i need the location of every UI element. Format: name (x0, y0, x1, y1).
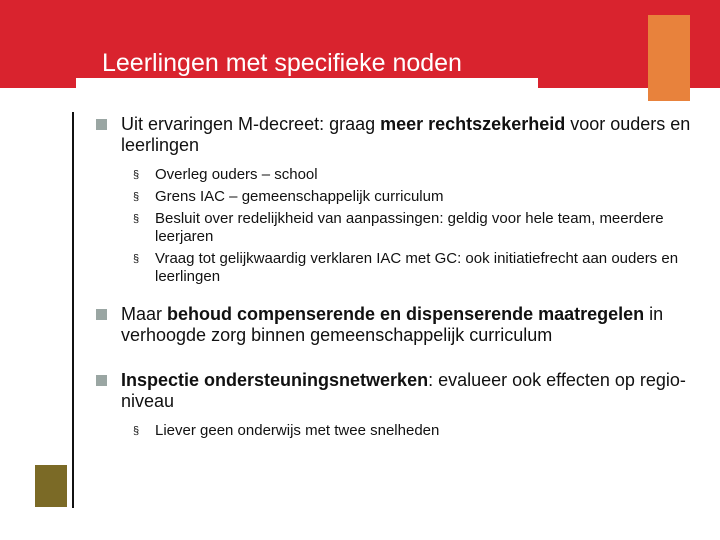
sub-bullet-text: Besluit over redelijkheid van aanpassingen: geldig voor hele team, meerdere leerjaren (155, 210, 664, 245)
bullet-3 (96, 370, 696, 412)
sub-bullet-text: Grens IAC – gemeenschappelijk curriculum (155, 188, 444, 205)
bullet-1-text-post: voor ouders en leerlingen (121, 114, 691, 155)
bullet-3-text-bold: Inspectie ondersteuningsnetwerken (121, 370, 429, 390)
bullet-2-text-bold: behoud compenserende en dispenserende maatregelen (167, 304, 645, 324)
bullet-3-text-post: : evalueer ook effecten op regio-niveau (121, 370, 686, 411)
bullet-1 (96, 114, 696, 156)
slide-content (96, 114, 696, 444)
bullet-2-text-pre: Maar (121, 304, 168, 324)
section-bullet-icon: § (133, 253, 140, 265)
sub-bullet-text: Vraag tot gelijkwaardig verklaren IAC met GC: ook initiatiefrecht aan ouders en leerlingen (155, 250, 679, 285)
section-bullet-icon: § (133, 191, 140, 203)
sub-bullet-1-2 (96, 188, 696, 206)
sub-bullet-1-1 (96, 166, 696, 184)
bullet-1-text-pre: Uit ervaringen M-decreet: graag (121, 114, 381, 134)
bullet-1-text-bold: meer rechtszekerheid (380, 114, 566, 134)
section-bullet-icon: § (133, 169, 140, 181)
square-bullet-icon (96, 375, 107, 386)
square-bullet-icon (96, 119, 107, 130)
sub-bullet-1-4 (96, 250, 696, 286)
section-bullet-icon: § (133, 213, 140, 225)
vertical-divider (72, 112, 74, 508)
sub-bullet-3-1 (96, 422, 696, 440)
sub-bullet-text: Liever geen onderwijs met twee snelheden (155, 422, 440, 439)
title-underline-strip (76, 78, 538, 88)
bullet-2-text-post: in verhoogde zorg binnen gemeenschappelijk curriculum (121, 304, 664, 345)
bullet-2 (96, 304, 696, 346)
sub-bullet-text: Overleg ouders – school (155, 166, 318, 183)
square-bullet-icon (96, 309, 107, 320)
section-bullet-icon: § (133, 425, 140, 437)
slide-title: Leerlingen met specifieke noden (102, 49, 462, 77)
orange-accent-block (648, 15, 690, 101)
olive-accent-block (35, 465, 67, 507)
sub-bullet-1-3 (96, 210, 696, 246)
